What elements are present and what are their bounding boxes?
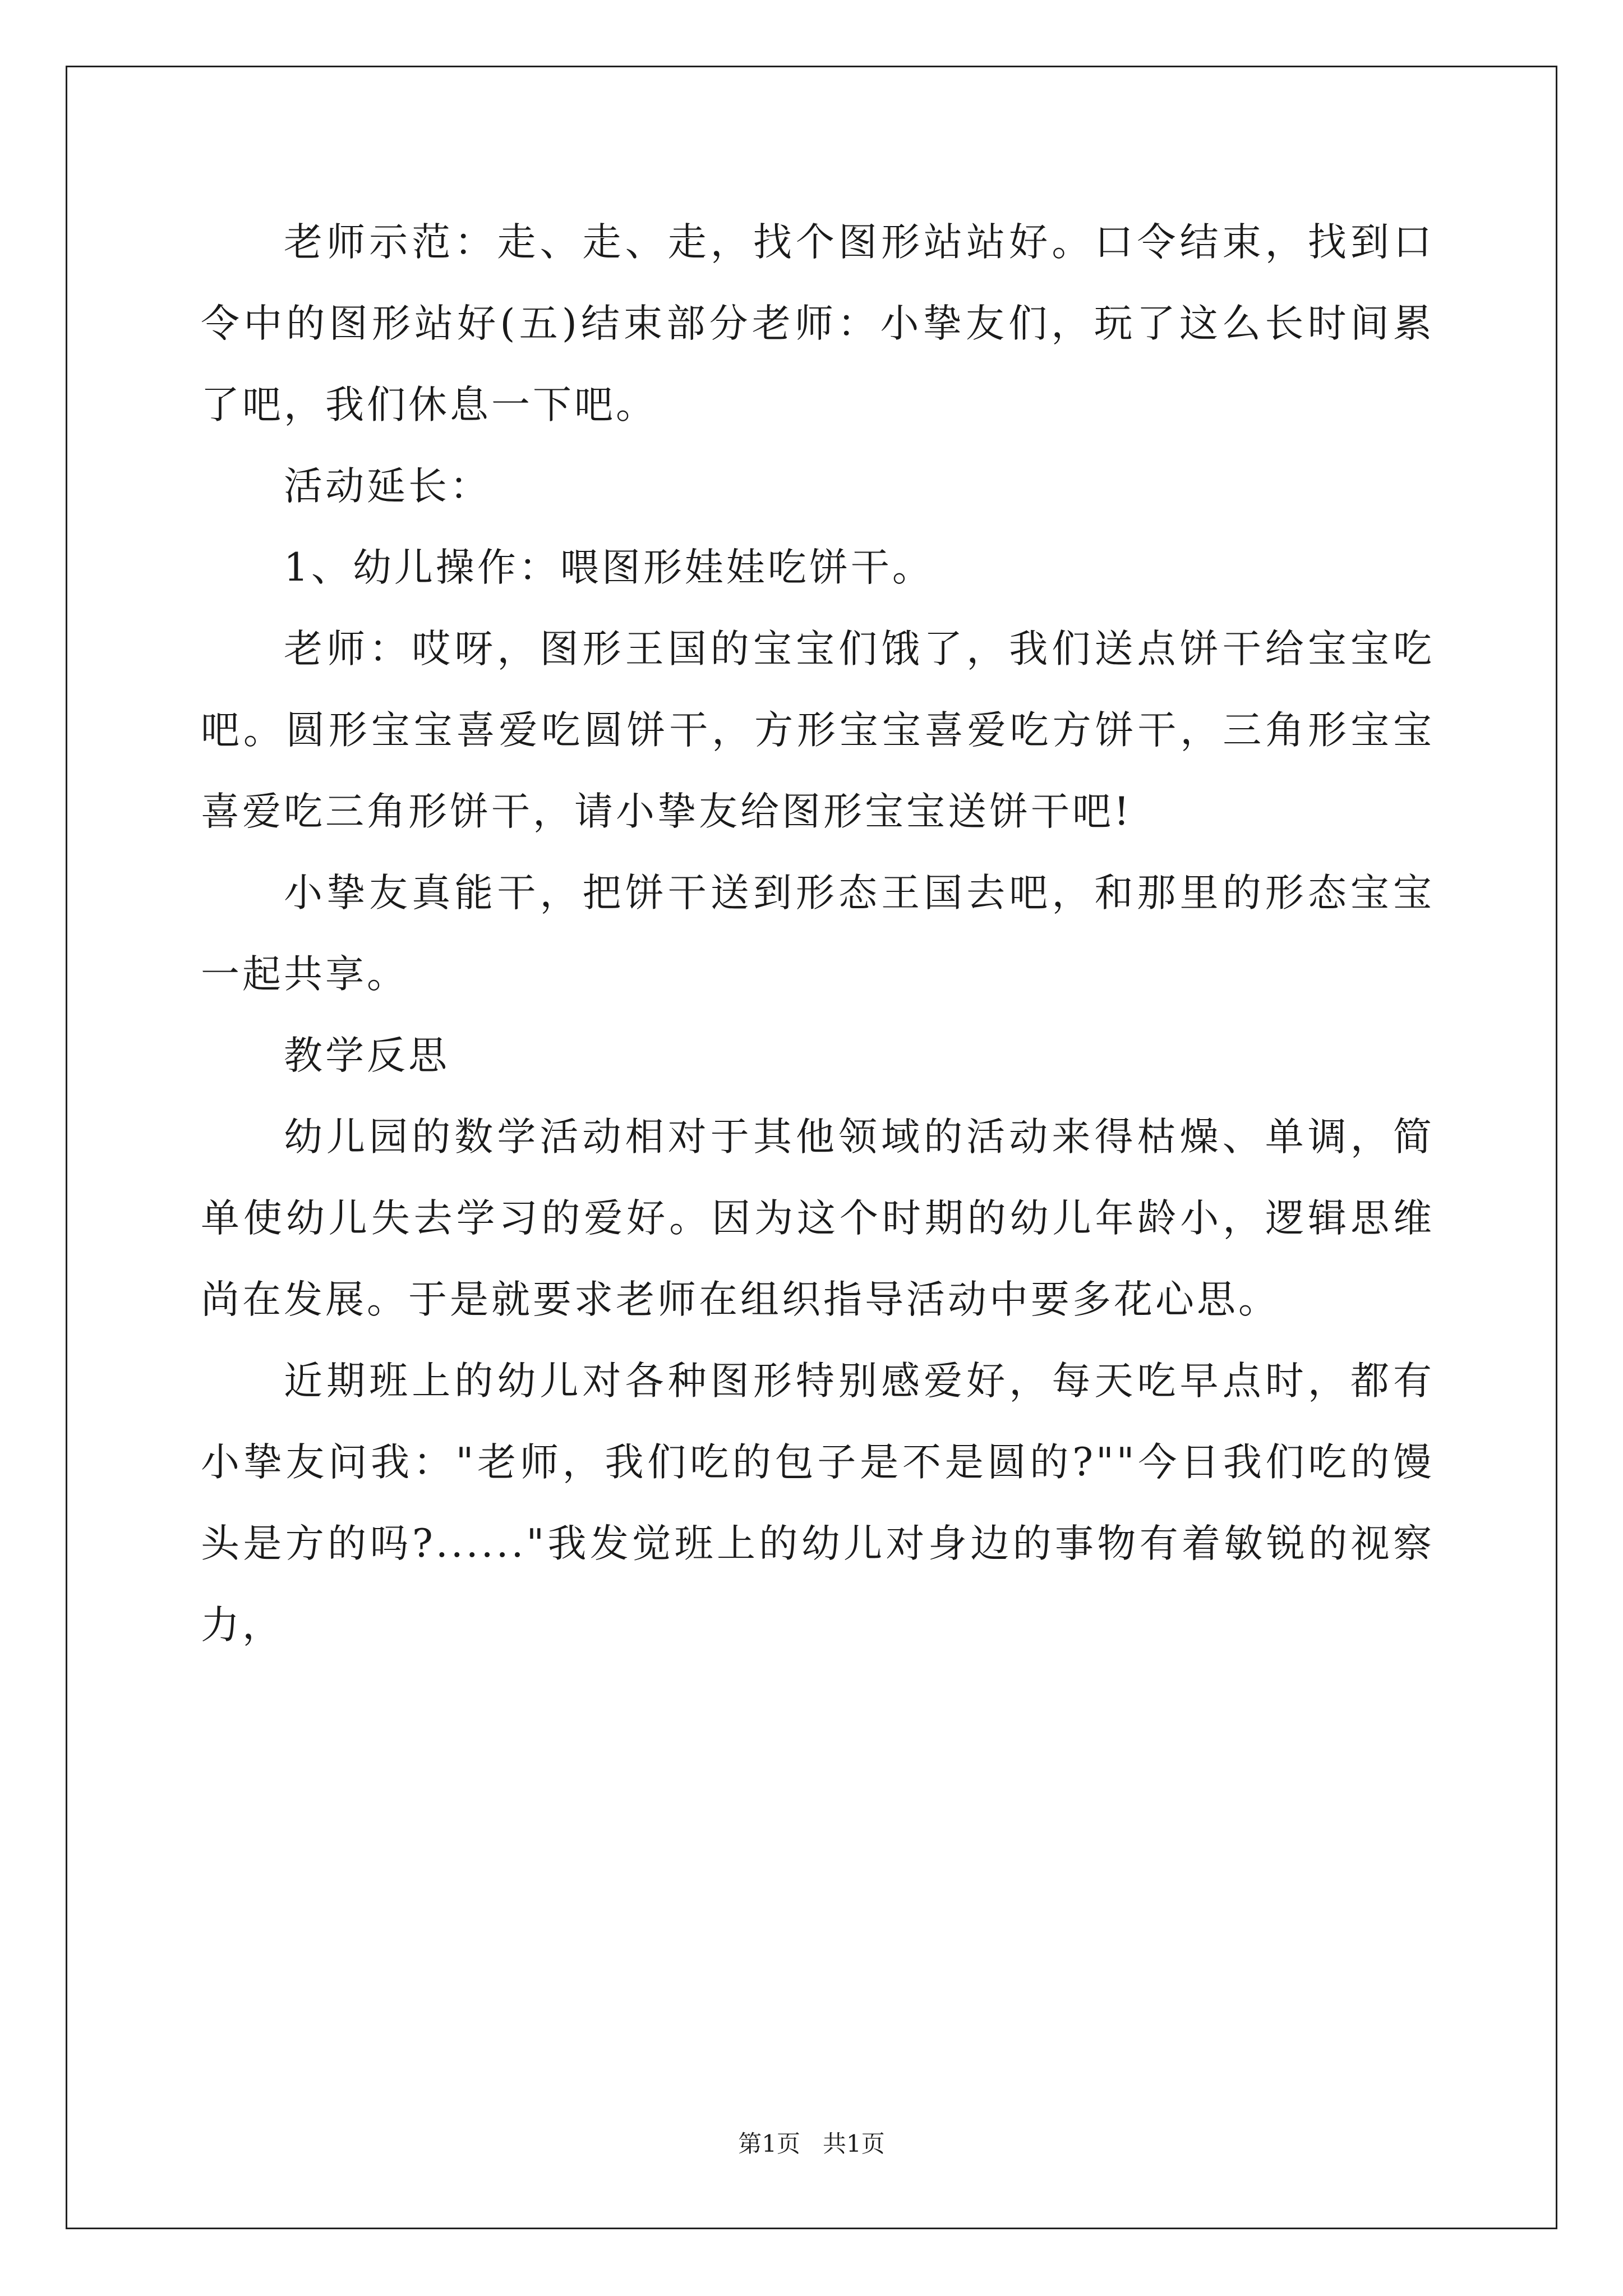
paragraph-reflection-intro: 幼儿园的数学活动相对于其他领域的活动来得枯燥、单调，简单使幼儿失去学习的爱好。因为这个时期的幼儿年龄小，逻辑思维尚在发展。于是就要求老师在组织指导活动中要多花心思。	[201, 1115, 1435, 1322]
paragraph-activity-extension-heading: 活动延长：	[284, 464, 491, 509]
paragraph-reflection-observation: 近期班上的幼儿对各种图形特别感爱好，每天吃早点时，都有小挚友问我："老师，我们吃的包子是不是圆的?""今日我们吃的馒头是方的吗?......"我发觉班上的幼儿对身边的事物有着敏锐的视察力，	[201, 1359, 1435, 1648]
paragraph-teacher-cookies: 老师：哎呀，图形王国的宝宝们饿了，我们送点饼干给宝宝吃吧。圆形宝宝喜爱吃圆饼干，方形宝宝喜爱吃方饼干，三角形宝宝喜爱吃三角形饼干，请小挚友给图形宝宝送饼干吧!	[201, 627, 1435, 834]
paragraph-child-operation: 1、幼儿操作：喂图形娃娃吃饼干。	[284, 545, 934, 590]
page-footer: 第1页 共1页	[738, 2130, 885, 2157]
paragraph-share: 小挚友真能干，把饼干送到形态王国去吧，和那里的形态宝宝一起共享。	[201, 871, 1435, 997]
paragraph-reflection-heading: 教学反思	[284, 1033, 450, 1078]
paragraph-demonstration: 老师示范：走、走、走，找个图形站站好。口令结束，找到口令中的图形站好(五)结束部分老师：小挚友们，玩了这么长时间累了吧，我们休息一下吧。	[201, 220, 1435, 427]
document-body	[201, 202, 1435, 1666]
